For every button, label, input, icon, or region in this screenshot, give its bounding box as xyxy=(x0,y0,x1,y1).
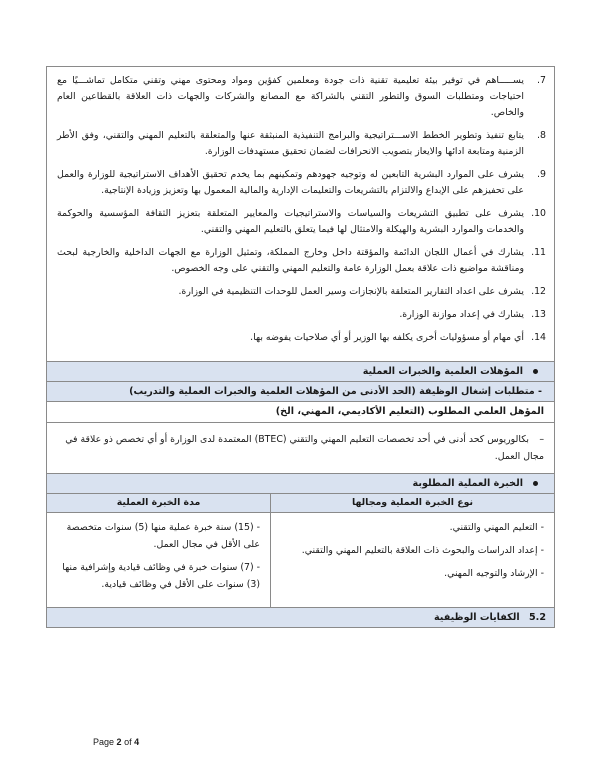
item-number: 8. xyxy=(537,130,546,141)
qualifications-section-header xyxy=(47,361,554,381)
document-frame xyxy=(46,66,555,628)
education-text: بكالوريوس كحد أدنى في أحد تخصصات التعليم المهني والتقني (BTEC) المعتمدة لدى الوزارة أو أي تخصص ذو علاقة في مجال العمل. xyxy=(65,434,544,462)
item-text: يســـــاهم في توفير بيئة تعليمية تقنية ذات جودة ومعلمين كفؤين ومواد ومحتوى مهني وتقني متكامل تماشـــيًا مع احتياجات ومتطلبات السوق والتطور التقني بالشراكة مع المصانع والشركات والجهات ذات العلاقة بالقطاعين العام والخاص. xyxy=(57,75,524,118)
item-number: 13. xyxy=(531,309,546,320)
table-cell: - (7) سنوات خبرة في وظائف قيادية وإشرافية منها (3) سنوات على الأقل في وظائف قيادية. xyxy=(62,562,260,590)
current-page: 2 xyxy=(116,737,122,747)
requirements-title: متطلبات إشغال الوظيفة (الحد الأدنى من المؤهلات العلمية والخبرات العملية والتدريب) xyxy=(129,386,535,397)
item-number: 10. xyxy=(531,208,546,219)
education-requirement xyxy=(47,422,554,473)
list-item xyxy=(57,330,546,346)
list-item xyxy=(57,167,546,199)
dash-marker: – xyxy=(539,434,544,445)
list-item xyxy=(57,284,546,300)
page-word: Page xyxy=(93,737,115,747)
item-number: 12. xyxy=(531,286,546,297)
of-word: of xyxy=(124,737,132,747)
item-text: يشرف على تطبيق التشريعات والسياسات والاستراتيجيات والمعايير المتعلقة بتعزيز الثقافة المؤسسية والحوكمة والخدمات والموارد البشرية والهيكلة والامتثال لها فيما يتعلق بالتعليم المهني والتقني. xyxy=(57,208,524,235)
column-header: نوع الخبرة العملية ومجالها xyxy=(271,494,554,513)
column-header: مدة الخبرة العملية xyxy=(47,494,270,513)
bullet-icon xyxy=(533,481,538,486)
section-title: الخبرة العملية المطلوبة xyxy=(412,478,523,489)
education-label: المؤهل العلمي المطلوب (التعليم الأكاديمي، المهني، الخ) xyxy=(47,401,554,422)
table-cell: - التعليم المهني والتقني. xyxy=(449,522,544,533)
list-item xyxy=(57,128,546,160)
experience-section-header xyxy=(47,473,554,493)
item-text: يتابع تنفيذ وتطوير الخطط الاســـتراتيجية والبرامج التنفيذية المنبثقة عنها والمتعلقة بالتعليم المهني والتقني، وفق الأطر الزمنية ومتابعة ادائها والايعاز بتصويب الانحرافات لضمان تحقيق مستهدفات الوزارة. xyxy=(57,130,524,157)
item-number: 9. xyxy=(537,169,546,180)
page-number xyxy=(93,737,139,747)
item-text: يشرف على الموارد البشرية التابعين له وتوجيه جهودهم وتمكينهم بما يخدم تحقيق الأهداف الاستراتيجية للوزارة والعمل على تحفيزهم على الإبداع والالتزام بالتشريعات والتعليمات الإدارية والمالية المعمول بها وتعزيز وزيادة الإنتاجية. xyxy=(57,169,524,196)
section-number: 5.2 xyxy=(529,612,546,623)
item-text: يشارك في أعمال اللجان الدائمة والمؤقتة داخل وخارج المملكة، وتمثيل الوزارة مع الجهات الداخلية والخارجية لبحث ومناقشة مواضيع ذات علاقة بعمل الوزارة عامة والتعليم المهني والتقني على وجه الخصوص. xyxy=(57,247,524,274)
table-cell: - (15) سنة خبرة عملية منها (5) سنوات متخصصة على الأقل في مجال العمل. xyxy=(66,522,260,550)
dash-marker: - xyxy=(538,386,542,397)
list-item xyxy=(57,73,546,121)
item-text: يشرف على اعداد التقارير المتعلقة بالإنجازات وسير العمل للوحدات التنظيمية في الوزارة. xyxy=(178,286,524,297)
experience-duration-column xyxy=(47,494,270,607)
responsibilities-list xyxy=(47,67,554,361)
list-item xyxy=(57,307,546,323)
item-text: أي مهام أو مسؤوليات أخرى يكلفه بها الوزير أو أي صلاحيات يفوضه بها. xyxy=(250,332,524,343)
list-item xyxy=(57,245,546,277)
bullet-icon xyxy=(533,369,538,374)
experience-table xyxy=(47,493,554,607)
item-text: يشارك في إعداد موازنة الوزارة. xyxy=(399,309,524,320)
total-pages: 4 xyxy=(134,737,140,747)
table-cell: - الإرشاد والتوجيه المهني. xyxy=(444,568,544,579)
item-number: 14. xyxy=(531,332,546,343)
experience-type-column xyxy=(270,494,554,607)
requirements-header xyxy=(47,381,554,401)
section-title: الكفايات الوظيفية xyxy=(433,612,520,623)
table-cell: - إعداد الدراسات والبحوث ذات العلاقة بالتعليم المهني والتقني. xyxy=(301,545,544,556)
list-item xyxy=(57,206,546,238)
item-number: 11. xyxy=(531,247,546,258)
item-number: 7. xyxy=(537,75,546,86)
section-title: المؤهلات العلمية والخبرات العملية xyxy=(362,366,523,377)
competencies-header xyxy=(47,607,554,627)
